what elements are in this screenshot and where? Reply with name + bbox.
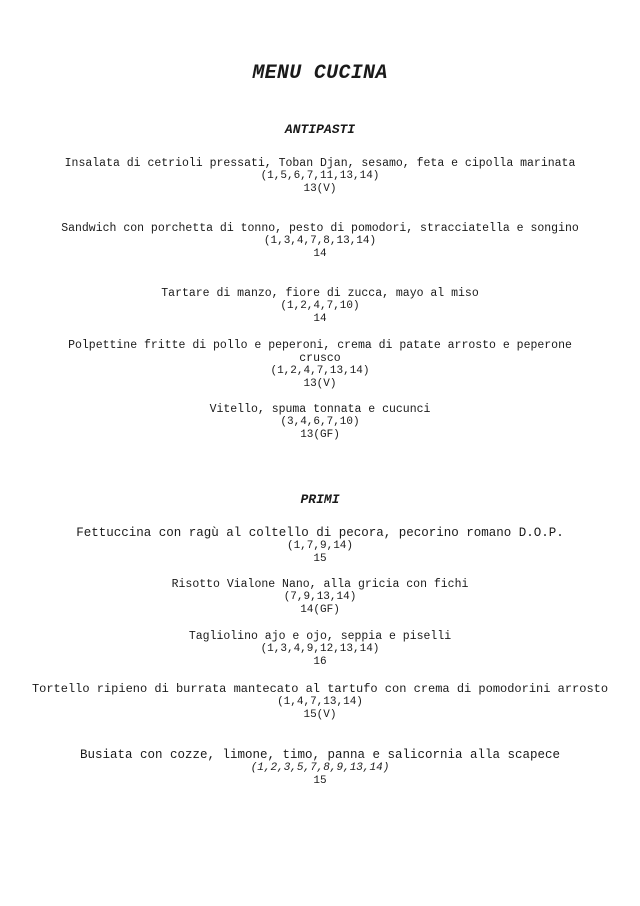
menu-item	[50, 339, 590, 391]
dish-name: Fettuccina con ragù al coltello di pecora, pecorino romano D.O.P.	[76, 526, 564, 540]
dish-allergens: (1,2,4,7,13,14)	[270, 365, 370, 377]
menu-item	[30, 526, 610, 566]
dish-name: Sandwich con porchetta di tonno, pesto di pomodori, stracciatella e songino	[61, 222, 579, 235]
menu-item	[50, 287, 590, 326]
dish-name: Tagliolino ajo e ojo, seppia e piselli	[188, 630, 452, 643]
dish-name: Vitello, spuma tonnata e cucunci	[209, 403, 431, 416]
section-heading-primi: PRIMI	[300, 492, 340, 507]
dish-price: 16	[313, 656, 327, 668]
menu-item	[50, 403, 590, 442]
section-heading-antipasti: ANTIPASTI	[284, 122, 356, 137]
dish-name: Insalata di cetrioli pressati, Toban Djan, sesamo, feta e cipolla marinata	[64, 157, 576, 170]
dish-allergens: (3,4,6,7,10)	[280, 416, 360, 428]
dish-allergens: (1,3,4,9,12,13,14)	[260, 643, 380, 655]
dish-price: 14(GF)	[300, 604, 340, 616]
dish-price: 15	[313, 775, 327, 787]
menu-item	[30, 630, 610, 669]
dish-price: 13(V)	[303, 378, 337, 390]
dish-allergens: (1,2,3,5,7,8,9,13,14)	[250, 762, 390, 774]
dish-price: 14	[313, 313, 327, 325]
dish-price: 13(GF)	[300, 429, 340, 441]
dish-allergens: (1,3,4,7,8,13,14)	[263, 235, 377, 247]
menu-item	[30, 748, 610, 788]
dish-price: 14	[313, 248, 327, 260]
dish-allergens: (1,5,6,7,11,13,14)	[260, 170, 380, 182]
dish-name: Polpettine fritte di pollo e peperoni, crema di patate arrosto e peperone crusco	[68, 339, 572, 365]
dish-price: 13(V)	[303, 183, 337, 195]
menu-item	[30, 578, 610, 617]
dish-name: Tortello ripieno di burrata mantecato al tartufo con crema di pomodorini arrosto	[31, 682, 609, 696]
menu-title: MENU CUCINA	[252, 62, 388, 85]
menu-item	[50, 222, 590, 261]
menu-item	[30, 682, 610, 722]
menu-item	[50, 157, 590, 196]
dish-allergens: (7,9,13,14)	[283, 591, 357, 603]
dish-price: 15(V)	[303, 709, 337, 721]
dish-price: 15	[313, 553, 327, 565]
dish-name: Tartare di manzo, fiore di zucca, mayo al miso	[161, 287, 479, 300]
dish-allergens: (1,4,7,13,14)	[277, 696, 363, 708]
dish-allergens: (1,2,4,7,10)	[280, 300, 360, 312]
dish-allergens: (1,7,9,14)	[286, 540, 353, 552]
dish-name: Risotto Vialone Nano, alla gricia con fichi	[171, 578, 469, 591]
dish-name: Busiata con cozze, limone, timo, panna e salicornia alla scapece	[79, 748, 561, 762]
